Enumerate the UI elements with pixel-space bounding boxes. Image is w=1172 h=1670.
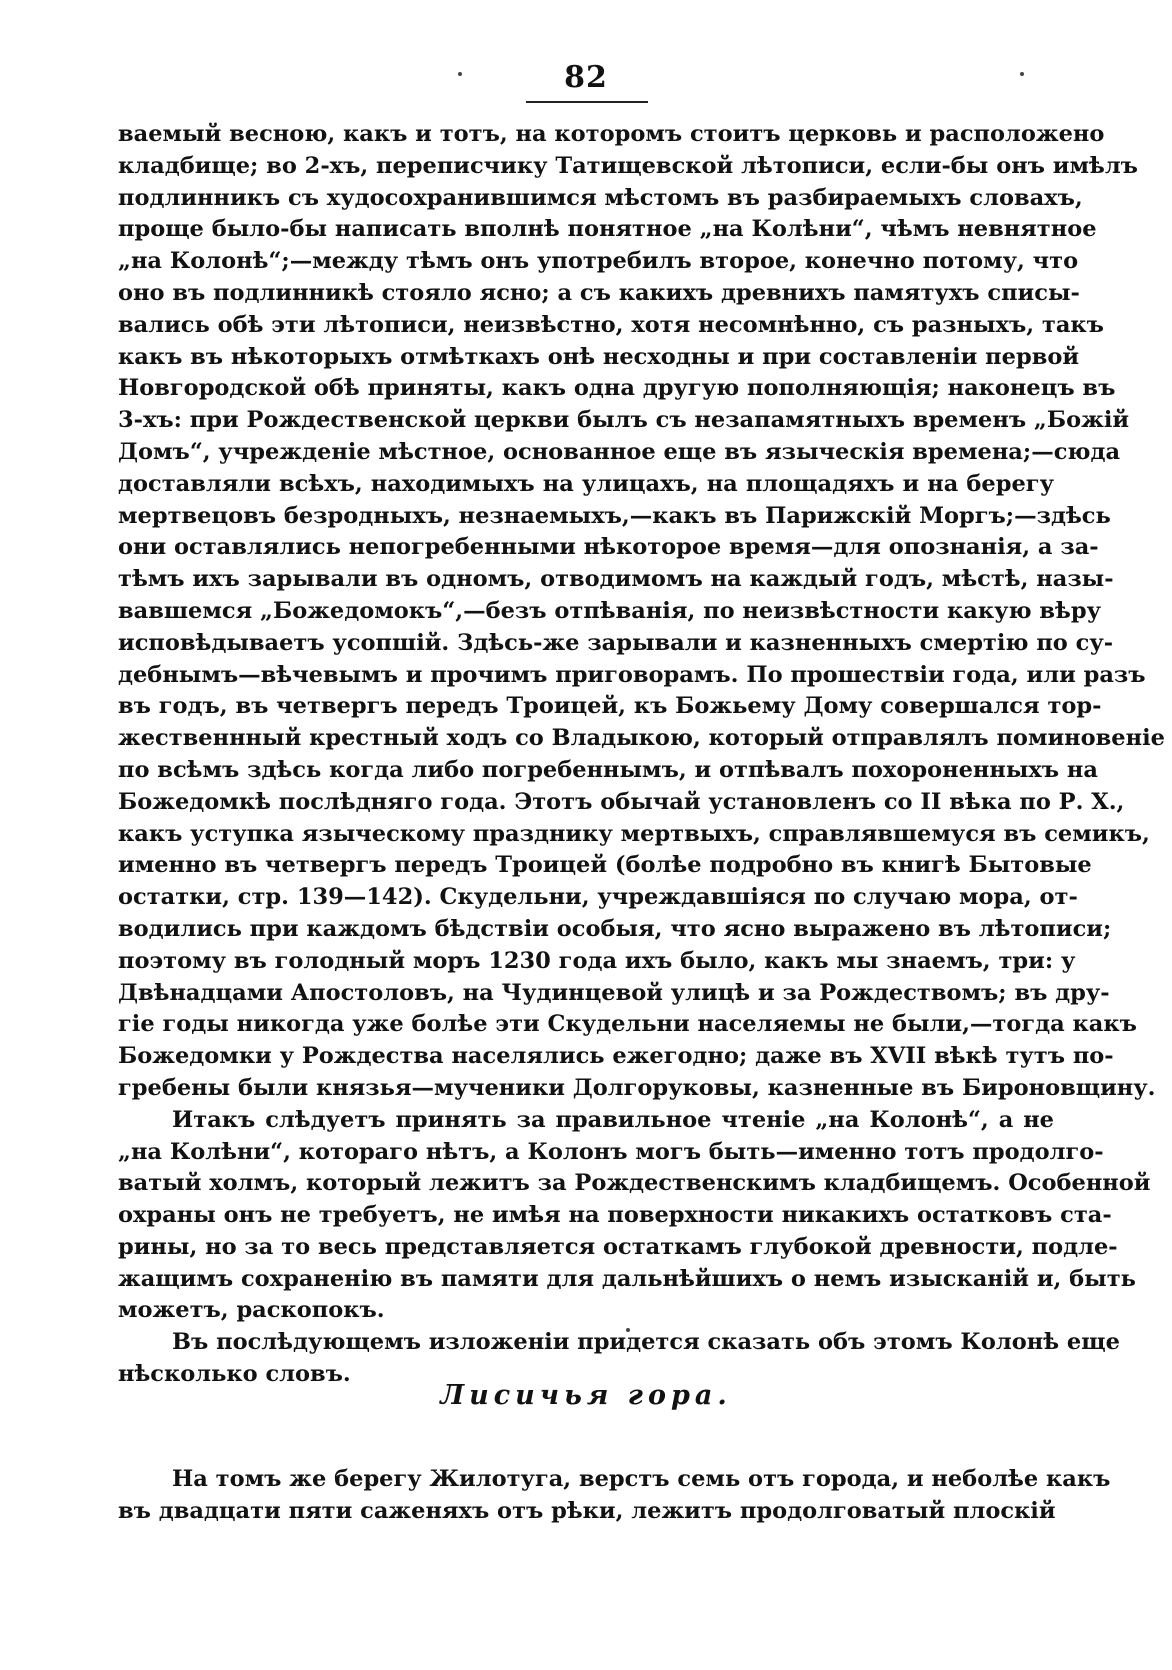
- text-line: подлинникъ съ худосохранившимся мѣстомъ въ разбираемыхъ словахъ,: [118, 184, 1083, 211]
- section-heading: Лисичья гора.: [440, 1380, 732, 1411]
- text-line: по всѣмъ здѣсь когда либо погребеннымъ, и отпѣвалъ похороненныхъ на: [118, 756, 1098, 783]
- text-line: гіе годы никогда уже болѣе эти Скудельни населяемы не были,—тогда какъ: [118, 1011, 1137, 1038]
- text-line: какъ уступка языческому празднику мертвыхъ, справлявшемуся въ семикъ,: [118, 820, 1150, 847]
- text-line: доставляли всѣхъ, находимыхъ на улицахъ, на площадяхъ и на берегу: [118, 470, 1054, 497]
- text-line: тѣмъ ихъ зарывали въ одномъ, отводимомъ на каждый годъ, мѣстѣ, назы-: [118, 566, 1114, 593]
- text-line: исповѣдываетъ усопшій. Здѣсь-же зарывали и казненныхъ смертію по су-: [118, 629, 1114, 656]
- text-line: водились при каждомъ бѣдствіи особыя, что ясно выражено въ лѣтописи;: [118, 915, 1112, 942]
- text-line: „на Колонѣ“;—между тѣмъ онъ употребилъ второе, конечно потому, что: [118, 248, 1079, 275]
- text-line: Двѣнадцами Апостоловъ, на Чудинцевой улицѣ и за Рождествомъ; въ дру-: [118, 979, 1110, 1006]
- text-line: именно въ четвергъ передъ Троицей (болѣе подробно въ книгѣ Бытовые: [118, 852, 1092, 879]
- text-line: рины, но за то весь представляется остаткамъ глубокой древности, подле-: [118, 1233, 1118, 1260]
- text-line: дебнымъ—вѣчевымъ и прочимъ приговорамъ. По прошествіи года, или разъ: [118, 661, 1146, 688]
- text-line: Божедомки у Рождества населялись ежегодно; даже въ XVII вѣкѣ тутъ по-: [118, 1043, 1114, 1070]
- text-line: мертвецовъ безродныхъ, незнаемыхъ,—какъ въ Парижскій Моргъ;—здѣсь: [118, 502, 1111, 529]
- text-line: гребены были князья—мученики Долгоруковы, казненные въ Бироновщину.: [118, 1074, 1156, 1101]
- text-line: остатки, стр. 139—142). Скудельни, учреждавшіяся по случаю мора, от-: [118, 884, 1078, 911]
- text-line: Божедомкѣ послѣдняго года. Этотъ обычай установленъ со II вѣка по Р. Х.,: [118, 788, 1125, 815]
- text-line: Домъ“, учрежденіе мѣстное, основанное еще въ языческія времена;—сюда: [118, 438, 1121, 465]
- text-line: въ двадцати пяти саженяхъ отъ рѣки, лежитъ продолговатый плоскій: [118, 1497, 1056, 1524]
- text-line: нѣсколько словъ.: [118, 1361, 351, 1388]
- text-line: жащимъ сохраненію въ памяти для дальнѣйшихъ о немъ изысканій и, быть: [118, 1265, 1136, 1292]
- text-line: вались обѣ эти лѣтописи, неизвѣстно, хотя несомнѣнно, съ разныхъ, такъ: [118, 311, 1104, 338]
- text-line: они оставлялись непогребенными нѣкоторое время—для опознанія, а за-: [118, 534, 1099, 561]
- text-line: можетъ, раскопокъ.: [118, 1297, 385, 1324]
- text-line: какъ въ нѣкоторыхъ отмѣткахъ онѣ несходны и при составленіи первой: [118, 343, 1080, 370]
- text-line: „на Колѣни“, котораго нѣтъ, а Колонъ могъ быть—именно тотъ продолго-: [118, 1138, 1104, 1165]
- text-line: На томъ же берегу Жилотуга, верстъ семь отъ города, и неболѣе какъ: [172, 1466, 1111, 1492]
- text-line: 3-хъ: при Рождественской церкви былъ съ незапамятныхъ временъ „Божій: [118, 407, 1130, 434]
- page-number-rule: [526, 101, 648, 103]
- text-line: поэтому въ голодный моръ 1230 года ихъ было, какъ мы знаемъ, три: у: [118, 947, 1076, 974]
- text-line: кладбище; во 2-хъ, переписчику Татищевской лѣтописи, если-бы онъ имѣлъ: [118, 152, 1138, 179]
- text-line: Итакъ слѣдуетъ принять за правильное чтеніе „на Колонѣ“, а не: [172, 1106, 1054, 1133]
- print-speck: [1020, 72, 1024, 76]
- text-line: ваемый весною, какъ и тотъ, на которомъ стоитъ церковь и расположено: [118, 121, 1105, 147]
- text-line: охраны онъ не требуетъ, не имѣя на поверхности никакихъ остатковъ ста-: [118, 1202, 1112, 1229]
- text-line: оно въ подлинникѣ стояло ясно; а съ какихъ древнихъ памятухъ списы-: [118, 279, 1080, 306]
- text-line: ватый холмъ, который лежитъ за Рождественскимъ кладбищемъ. Особенной: [118, 1170, 1151, 1197]
- text-line: проще было-бы написать вполнѣ понятное „на Колѣни“, чѣмъ невнятное: [118, 216, 1097, 243]
- text-line: Въ послѣдующемъ изложеніи придется сказать объ этомъ Колонѣ еще: [172, 1329, 1120, 1356]
- main-text: [118, 119, 1165, 1391]
- page-number: 82: [564, 60, 608, 95]
- print-speck: [458, 72, 462, 76]
- section-text: [118, 1464, 1111, 1528]
- text-line: жественнный крестный ходъ со Владыкою, который отправлялъ поминовеніе: [118, 725, 1165, 752]
- text-line: Новгородской обѣ приняты, какъ одна другую пополняющія; наконецъ въ: [118, 375, 1116, 402]
- text-line: въ годъ, въ четвергъ передъ Троицей, къ Божьему Дому совершался тор-: [118, 693, 1102, 720]
- text-line: вавшемся „Божедомокъ“,—безъ отпѣванія, по неизвѣстности какую вѣру: [118, 597, 1101, 624]
